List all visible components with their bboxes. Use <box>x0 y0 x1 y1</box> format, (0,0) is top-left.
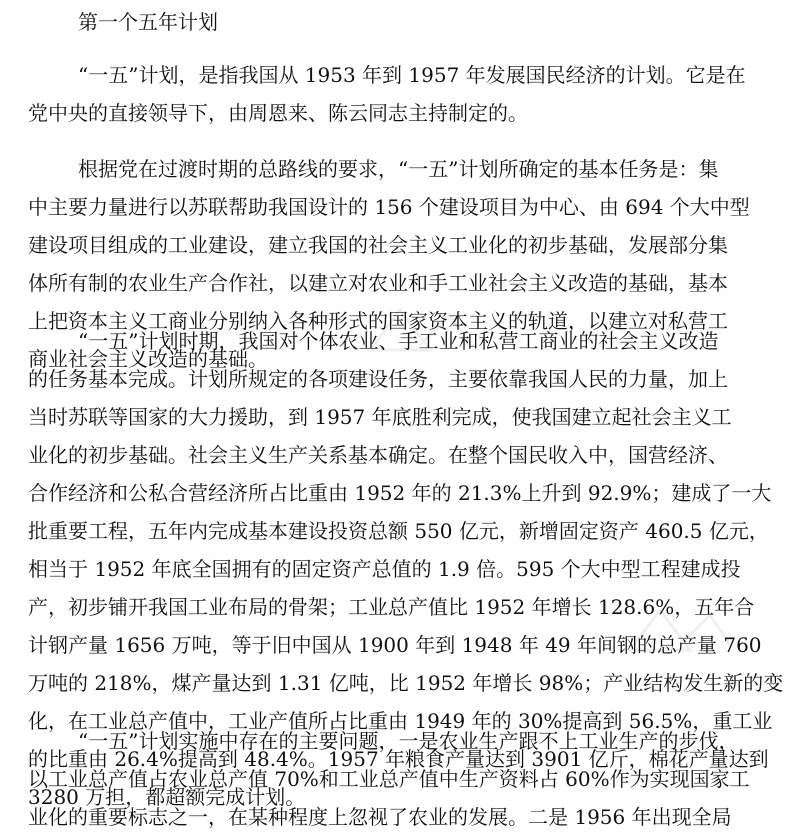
text-line: “一五”计划实施中存在的主要问题，一是农业生产跟不上工业生产的步伐， <box>78 729 739 753</box>
text-line: 合作经济和公私合营经济所占比重由 1952 年的 21.3%上升到 92.9%；建成了一大 <box>28 481 772 505</box>
text-line: 万吨的 218%，煤产量达到 1.31 亿吨，比 1952 年增长 98%；产业结构发生新的变 <box>28 671 784 695</box>
text-line: 根据党在过渡时期的总路线的要求，“一五”计划所确定的基本任务是：集 <box>78 157 719 181</box>
text-line: “一五”计划，是指我国从 1953 年到 1957 年发展国民经济的计划。它是在 <box>78 63 746 87</box>
text-line: 业化的初步基础。社会主义生产关系基本确定。在整个国民收入中，国营经济、 <box>28 443 728 467</box>
text-line: 相当于 1952 年底全国拥有的固定资产总值的 1.9 倍。595 个大中型工程建成投 <box>28 557 741 581</box>
text-line: 党中央的直接领导下，由周恩来、陈云同志主持制定的。 <box>28 101 528 125</box>
text-line: 建设项目组成的工业建设，建立我国的社会主义工业化的初步基础，发展部分集 <box>28 233 728 257</box>
text-line: “一五”计划时期，我国对个体农业、手工业和私营工商业的社会主义改造 <box>78 329 719 353</box>
text-line: 3280 万担，都超额完成计划。 <box>28 785 306 809</box>
text-line: 批重要工程，五年内完成基本建设投资总额 550 亿元，新增固定资产 460.5 亿元， <box>28 519 769 543</box>
text-line: 以工业总产值占农业总产值 70%和工业总产值中生产资料占 60%作为实现国家工 <box>28 767 750 791</box>
paragraph-4 <box>28 722 750 836</box>
document-title: 第一个五年计划 <box>78 10 218 34</box>
text-line: 的比重由 26.4%提高到 48.4%。1957 年粮食产量达到 3901 亿斤，棉花产量达到 <box>28 747 769 771</box>
text-line: 商业社会主义改造的基础。 <box>28 347 268 371</box>
text-line: 产，初步铺开我国工业布局的骨架；工业总产值比 1952 年增长 128.6%，五年合 <box>28 595 755 619</box>
text-line: 中主要力量进行以苏联帮助我国设计的 156 个建设项目为中心、由 694 个大中型 <box>28 195 750 219</box>
text-line: 的任务基本完成。计划所规定的各项建设任务，主要依靠我国人民的力量，加上 <box>28 367 728 391</box>
paragraph-1 <box>28 56 746 132</box>
text-line: 当时苏联等国家的大力援助，到 1957 年底胜利完成，使我国建立起社会主义工 <box>28 405 732 429</box>
text-line: 体所有制的农业生产合作社，以建立对农业和手工业社会主义改造的基础，基本 <box>28 271 728 295</box>
text-line: 业化的重要标志之一，在某种程度上忽视了农业的发展。二是 1956 年出现全局 <box>28 805 732 829</box>
text-line: 化，在工业总产值中，工业产值所占比重由 1949 年的 30%提高到 56.5%，重工业 <box>28 709 773 733</box>
text-line: 计钢产量 1656 万吨，等于旧中国从 1900 年到 1948 年 49 年间钢的总产量 760 <box>28 633 762 657</box>
text-line: 上把资本主义工商业分别纳入各种形式的国家资本主义的轨道，以建立对私营工 <box>28 309 728 333</box>
